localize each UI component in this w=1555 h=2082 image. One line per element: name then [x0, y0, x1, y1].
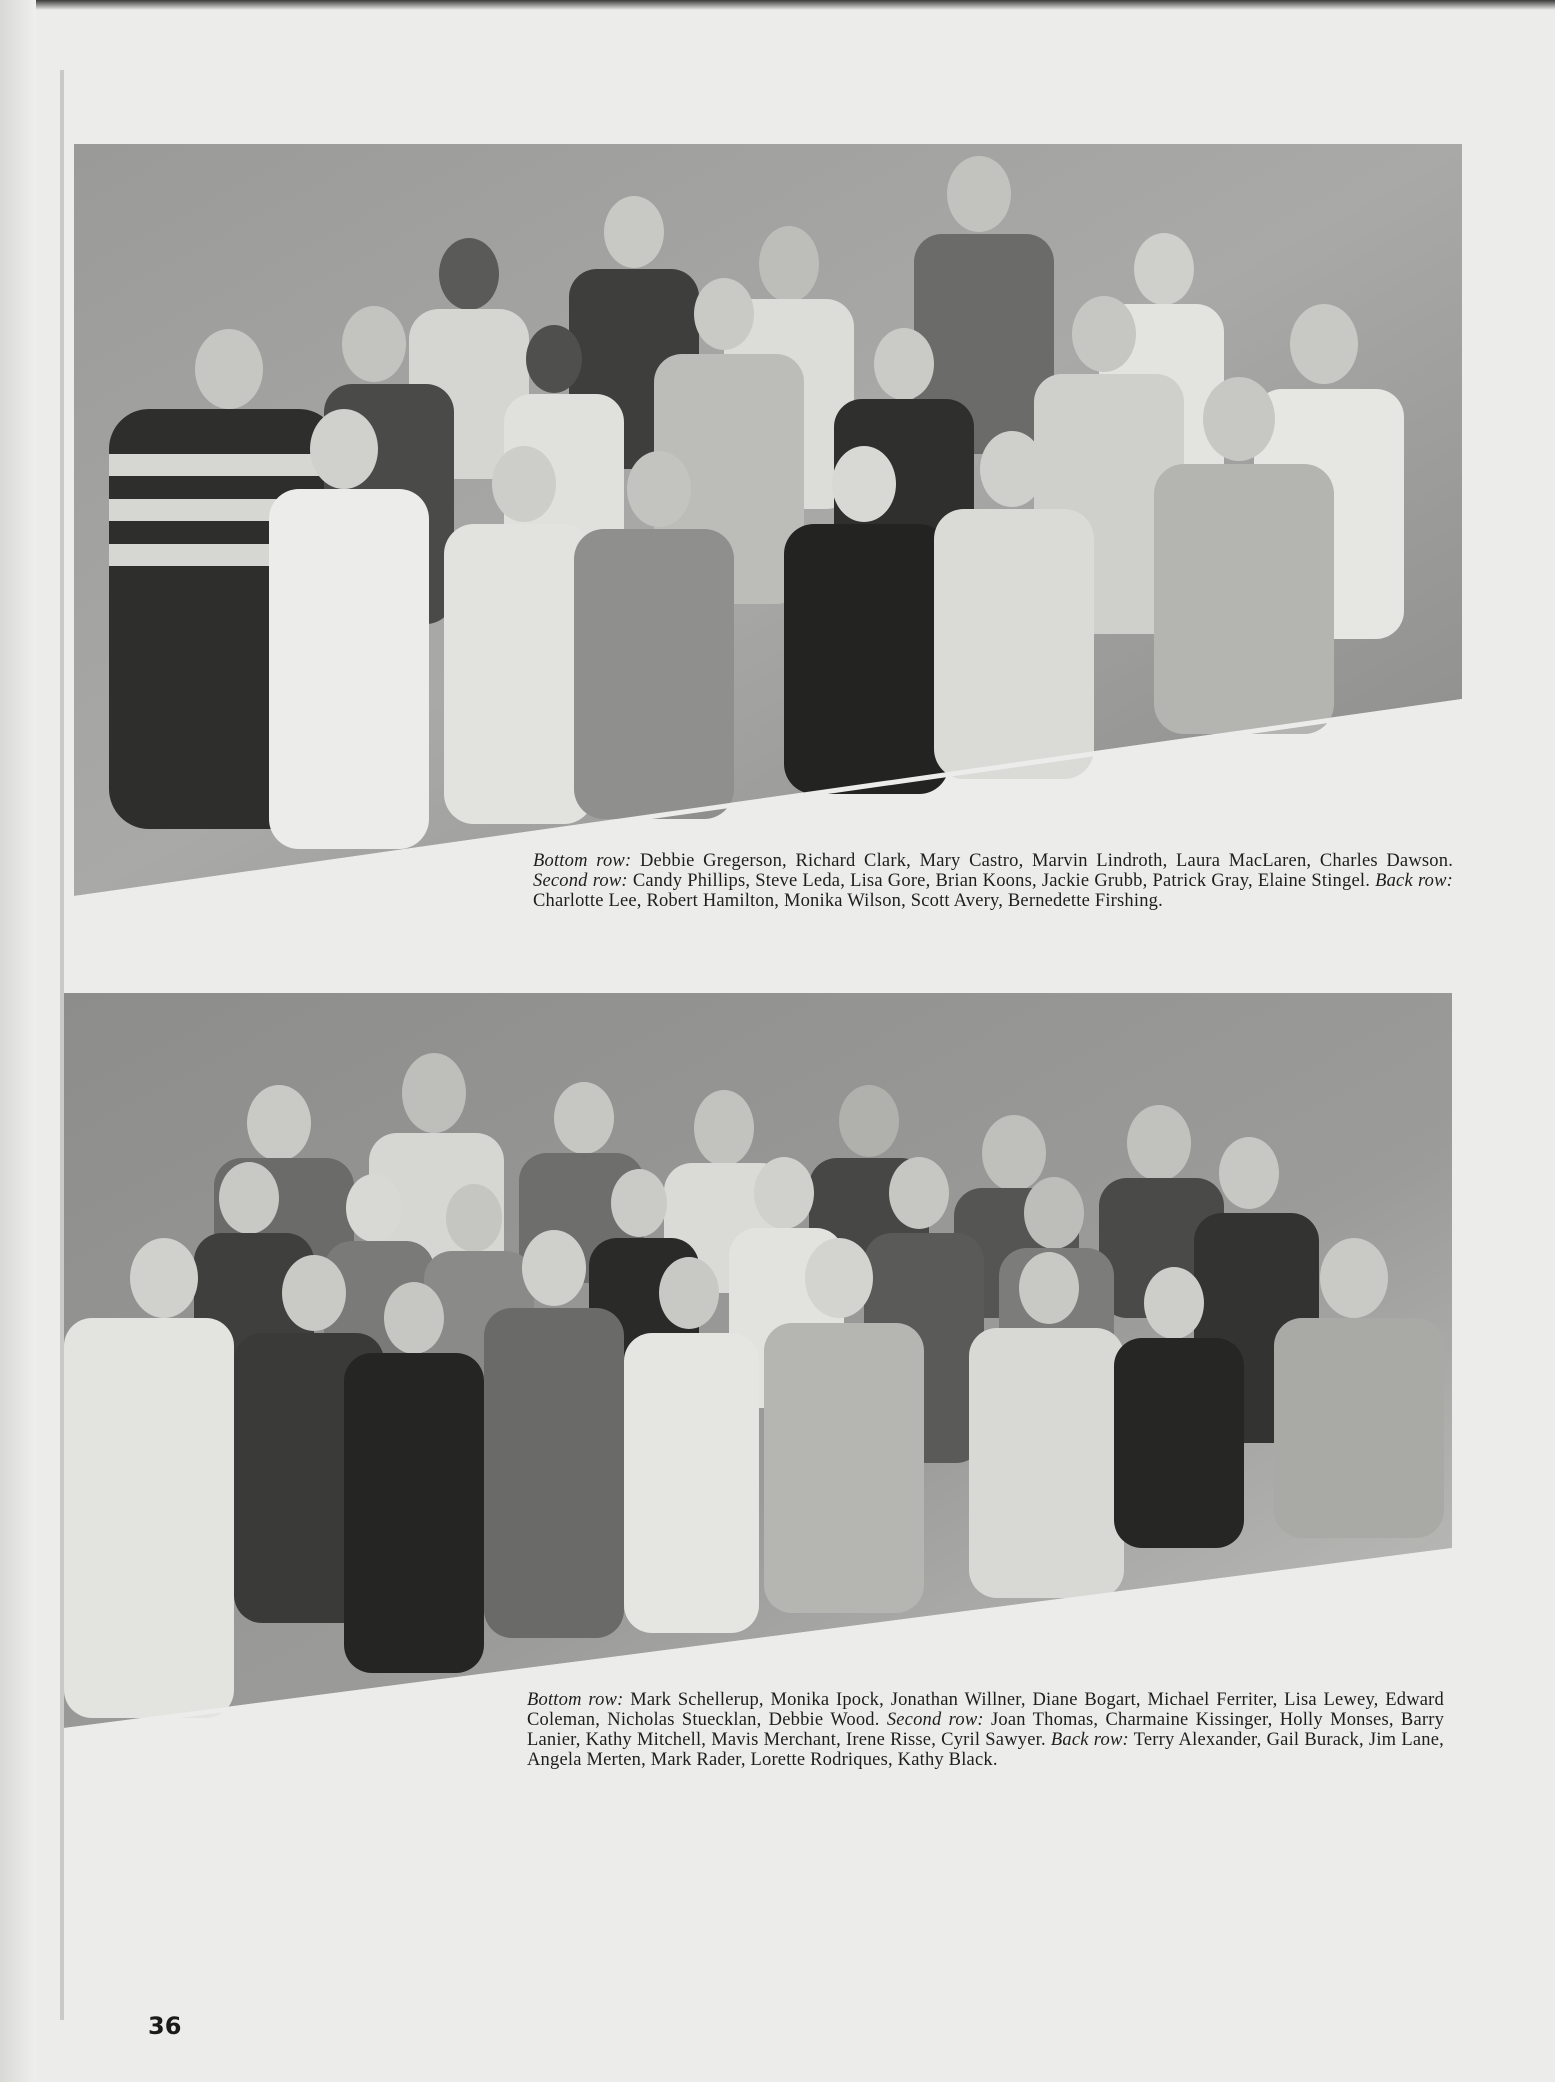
caption-label-second-row: Second row:: [533, 871, 628, 891]
caption-label-back-row: Back row:: [1050, 1730, 1129, 1750]
caption-label-back-row: Back row:: [1375, 871, 1454, 891]
caption-names-back-row: Charlotte Lee, Robert Hamilton, Monika Wilson, Scott Avery, Bernedette Firshing.: [533, 891, 1163, 911]
photo-2-caption: [527, 1690, 1444, 1770]
caption-label-bottom-row: Bottom row:: [533, 851, 632, 871]
caption-names-bottom-row: Debbie Gregerson, Richard Clark, Mary Castro, Marvin Lindroth, Laura MacLaren, Charles Dawson.: [639, 851, 1454, 871]
page-number: 36: [148, 2012, 182, 2040]
caption-names-back-row: Terry Alexander, Gail Burack, Jim Lane, Angela Merten, Mark Rader, Lorette Rodriques, Kathy Black.: [527, 1730, 1444, 1770]
photo-1-caption: [533, 851, 1453, 911]
caption-label-bottom-row: Bottom row:: [527, 1690, 624, 1710]
page-top-shadow: [0, 0, 1555, 10]
class-photo-1: [74, 144, 1462, 896]
caption-names-second-row: Candy Phillips, Steve Leda, Lisa Gore, Brian Koons, Jackie Grubb, Patrick Gray, Elaine Stingel.: [632, 871, 1371, 891]
caption-names-bottom-row: Mark Schellerup, Monika Ipock, Jonathan Willner, Diane Bogart, Michael Ferriter, Lisa Lewey, Edward Coleman, Nicholas Stuecklan, Debbie Wood.: [527, 1690, 1444, 1730]
caption-label-second-row: Second row:: [886, 1710, 984, 1730]
class-photo-2: [64, 993, 1452, 1728]
caption-names-second-row: Joan Thomas, Charmaine Kissinger, Holly Monses, Barry Lanier, Kathy Mitchell, Mavis Merchant, Irene Risse, Cyril Sawyer.: [527, 1710, 1445, 1750]
binding-edge: [0, 0, 36, 2082]
